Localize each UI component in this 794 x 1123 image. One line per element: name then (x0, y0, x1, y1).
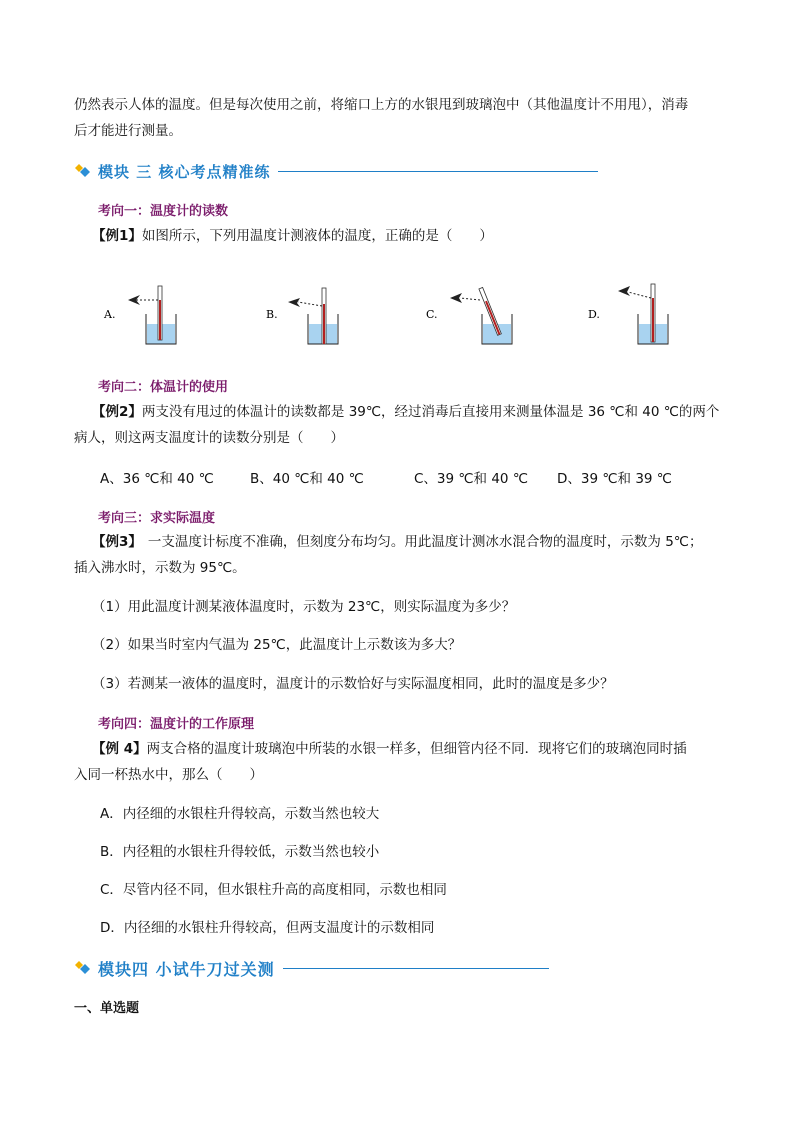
direction-4-title: 考向四：温度计的工作原理 (98, 717, 255, 732)
example-2-option-c: C、39 ℃和 40 ℃ (414, 471, 528, 487)
figure-b-label: B. (266, 308, 278, 321)
example-3-line-2: 插入沸水时，示数为 95℃。 (74, 560, 246, 576)
example-2-option-b: B、40 ℃和 40 ℃ (250, 471, 364, 487)
example-3-question-3: （3）若测某一液体的温度时，温度计的示数恰好与实际温度相同，此时的温度是多少？ (92, 676, 614, 692)
example-1-text: 如图所示，下列用温度计测液体的温度，正确的是（ ） (141, 228, 493, 244)
intro-line-2: 后才能进行测量。 (74, 123, 182, 139)
module-4-rule (283, 968, 549, 969)
figure-b (266, 288, 338, 344)
example-4-label: 【例 4】 (92, 741, 147, 757)
example-2-option-a: A、36 ℃和 40 ℃ (100, 471, 214, 487)
example-2-text-1: 两支没有甩过的体温计的读数都是 39℃，经过消毒后直接用来测量体温是 36 ℃和 40 ℃的两个 (141, 404, 720, 420)
figure-d (588, 284, 668, 344)
example-3-line-1 (92, 532, 702, 552)
module-3-title: 模块 三 核心考点精准练 (98, 162, 271, 181)
example-3-label: 【例3】 (92, 534, 142, 550)
figure-a-label: A. (104, 308, 116, 321)
example-4-option-d: D．内径细的水银柱升得较高，但两支温度计的示数相同 (100, 920, 435, 936)
example-4-option-a: A．内径细的水银柱升得较高，示数当然也较大 (100, 806, 380, 822)
example-2-line-1 (92, 402, 719, 422)
example-4-text-1: 两支合格的温度计玻璃泡中所装的水银一样多，但细管内径不同．现将它们的玻璃泡同时插 (146, 741, 687, 757)
section-single-choice-title: 一、单选题 (74, 1001, 140, 1016)
double-diamond-icon (74, 162, 92, 180)
figure-c-label: C. (426, 308, 438, 321)
figure-a (103, 286, 176, 344)
example-3-text-1: 一支温度计标度不准确，但刻度分布均匀。用此温度计测冰水混合物的温度时，示数为 5℃； (147, 534, 703, 550)
figure-d-label: D. (588, 308, 600, 321)
example-3-question-2: （2）如果当时室内气温为 25℃，此温度计上示数该为多大？ (92, 637, 462, 653)
example-4-line-2: 入同一杯热水中，那么（ ） (74, 767, 263, 783)
module-4-heading (74, 956, 549, 980)
example-2-line-2: 病人，则这两支温度计的读数分别是（ ） (74, 430, 344, 446)
figure-c (426, 287, 512, 344)
example-2-option-d: D、39 ℃和 39 ℃ (557, 471, 672, 487)
double-diamond-icon (74, 959, 92, 977)
example-4-line-1 (92, 739, 687, 759)
example-3-question-1: （1）用此温度计测某液体温度时，示数为 23℃，则实际温度为多少？ (92, 599, 516, 615)
example-1-label: 【例1】 (92, 228, 142, 244)
module-4-title: 模块四 小试牛刀过关测 (98, 959, 275, 979)
thermometer-figures (100, 278, 690, 350)
direction-3-title: 考向三：求实际温度 (98, 511, 216, 526)
example-4-option-b: B．内径粗的水银柱升得较低，示数当然也较小 (100, 844, 380, 860)
intro-line-1: 仍然表示人体的温度。但是每次使用之前，将缩口上方的水银甩到玻璃泡中（其他温度计不用甩），消毒 (74, 97, 689, 113)
direction-1-title: 考向一：温度计的读数 (98, 204, 229, 219)
module-3-heading (74, 159, 598, 183)
direction-2-title: 考向二：体温计的使用 (98, 380, 229, 395)
module-3-rule (278, 171, 598, 172)
example-2-label: 【例2】 (92, 404, 142, 420)
example-1-question (92, 226, 493, 246)
example-4-option-c: C．尽管内径不同，但水银柱升高的高度相同，示数也相同 (100, 882, 447, 898)
